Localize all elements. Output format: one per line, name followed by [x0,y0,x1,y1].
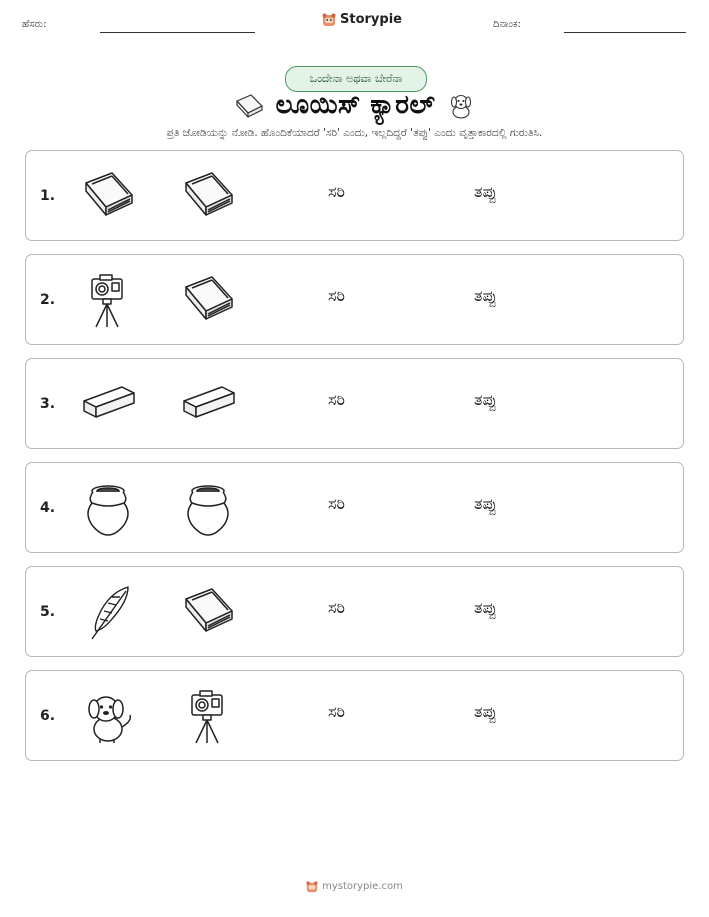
name-label: ಹೆಸರು: [22,19,47,30]
question-number: 3. [40,396,56,412]
name-line[interactable] [100,32,255,33]
puppy-icon [447,91,475,121]
puppy-icon [78,687,138,747]
question-card [25,462,684,553]
footer [0,880,709,893]
worksheet-title: ಲೂಯಿಸ್ ಕ್ಯಾರಲ್ [275,90,436,120]
eraser-icon [78,375,138,435]
pot-icon [178,479,238,539]
question-card [25,150,684,241]
true-option[interactable]: ಸರಿ [328,286,345,305]
date-line[interactable] [564,32,686,33]
false-option[interactable]: ತಪ್ಪು [474,390,497,409]
camera-icon [78,271,138,331]
footer-url: mystorypie.com [322,881,403,892]
question-number: 6. [40,708,56,724]
false-option[interactable]: ತಪ್ಪು [474,598,497,617]
date-label: ದಿನಾಂಕ: [493,19,521,30]
true-option[interactable]: ಸರಿ [328,494,345,513]
brand-logo [322,12,402,27]
worksheet-type-badge: ಒಂದೇನಾ ಅಥವಾ ಬೇರೆನಾ [285,66,427,92]
book-icon [178,271,238,331]
eraser-icon [178,375,238,435]
true-option[interactable]: ಸರಿ [328,390,345,409]
false-option[interactable]: ತಪ್ಪು [474,182,497,201]
brand-name: Storypie [340,12,402,27]
true-option[interactable]: ಸರಿ [328,702,345,721]
book-icon [78,167,138,227]
storypie-mascot-icon [306,880,318,893]
question-card [25,254,684,345]
book-icon [178,583,238,643]
question-number: 5. [40,604,56,620]
false-option[interactable]: ತಪ್ಪು [474,286,497,305]
question-number: 1. [40,188,56,204]
camera-icon [178,687,238,747]
question-card [25,670,684,761]
false-option[interactable]: ತಪ್ಪು [474,494,497,513]
question-card [25,566,684,657]
true-option[interactable]: ಸರಿ [328,182,345,201]
question-card [25,358,684,449]
question-number: 2. [40,292,56,308]
true-option[interactable]: ಸರಿ [328,598,345,617]
pot-icon [78,479,138,539]
storypie-mascot-icon [322,12,336,27]
question-number: 4. [40,500,56,516]
book-icon [234,93,264,119]
book-icon [178,167,238,227]
title-row [0,90,709,121]
instructions: ಪ್ರತಿ ಜೋಡಿಯನ್ನು ನೋಡಿ. ಹೊಂದಿಕೆಯಾದರೆ 'ಸರಿ' ಎಂದು, ಇಲ್ಲದಿದ್ದರೆ 'ತಪ್ಪು' ಎಂದು ವೃತ್ತಾಕಾರದಲ್ಲಿ ಗುರುತಿಸಿ. [166,127,543,139]
feather-icon [78,583,138,643]
false-option[interactable]: ತಪ್ಪು [474,702,497,721]
